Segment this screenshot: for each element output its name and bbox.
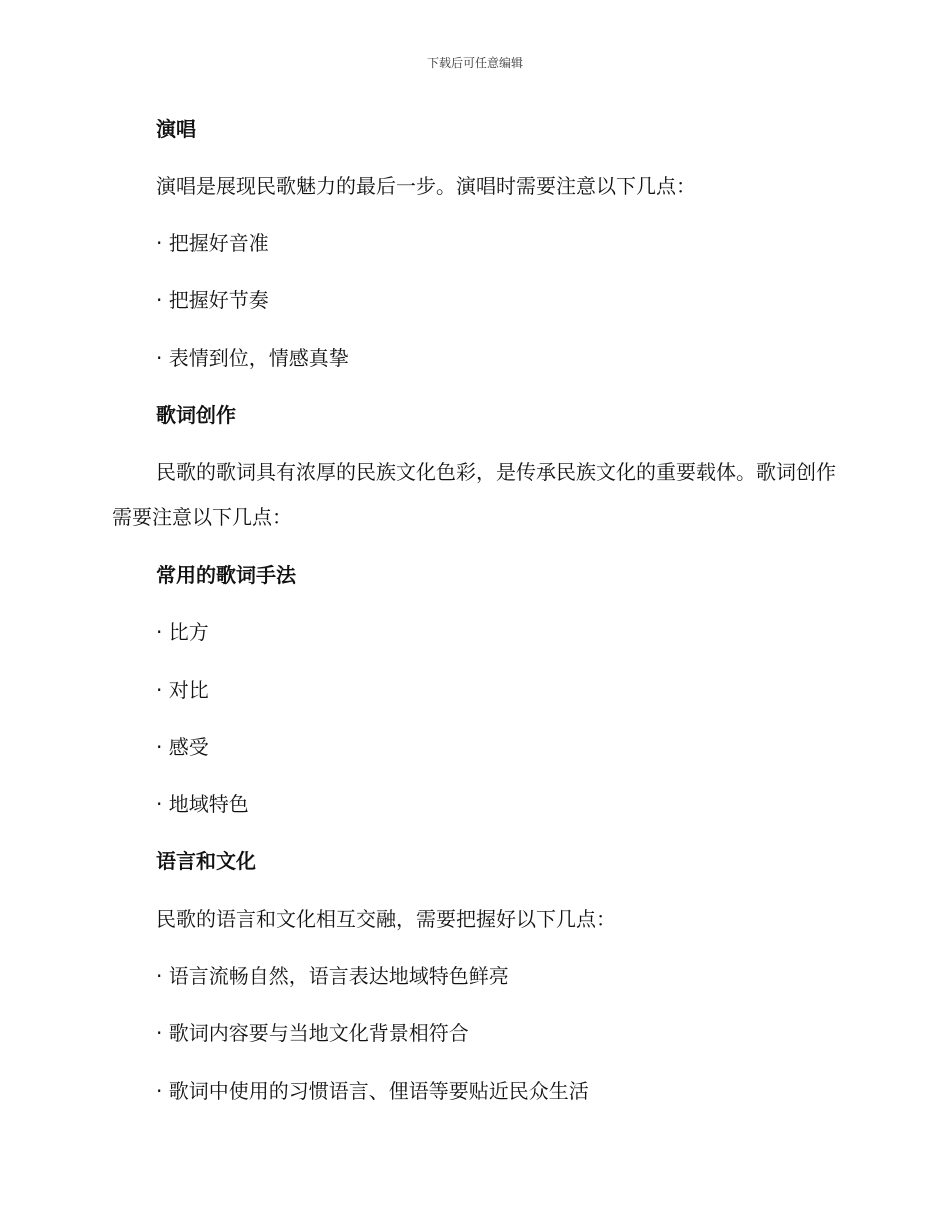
list-item: · 把握好音准 [156,231,269,255]
list-item: · 地域特色 [156,792,249,816]
list-item: · 表情到位，情感真挚 [156,346,349,370]
list-item: · 歌词中使用的习惯语言、俚语等要贴近民众生活 [156,1079,589,1103]
section-heading-singing: 演唱 [156,117,196,141]
language-intro: 民歌的语言和文化相互交融，需要把握好以下几点： [156,907,616,931]
list-item: · 语言流畅自然，语言表达地域特色鲜亮 [156,964,509,988]
section-heading-lyrics: 歌词创作 [156,403,236,427]
page-header-note: 下载后可任意编辑 [426,56,523,70]
singing-intro: 演唱是展现民歌魅力的最后一步。演唱时需要注意以下几点： [156,174,696,198]
list-item: · 歌词内容要与当地文化背景相符合 [156,1021,469,1045]
lyrics-intro: 民歌的歌词具有浓厚的民族文化色彩，是传承民族文化的重要载体。歌词创作需要注意以下几点： [112,460,836,529]
section-heading-language: 语言和文化 [156,849,256,873]
list-item: · 对比 [156,678,209,702]
list-item: · 感受 [156,735,209,759]
subheading-techniques: 常用的歌词手法 [156,563,296,587]
list-item: · 把握好节奏 [156,288,269,312]
list-item: · 比方 [156,620,209,644]
